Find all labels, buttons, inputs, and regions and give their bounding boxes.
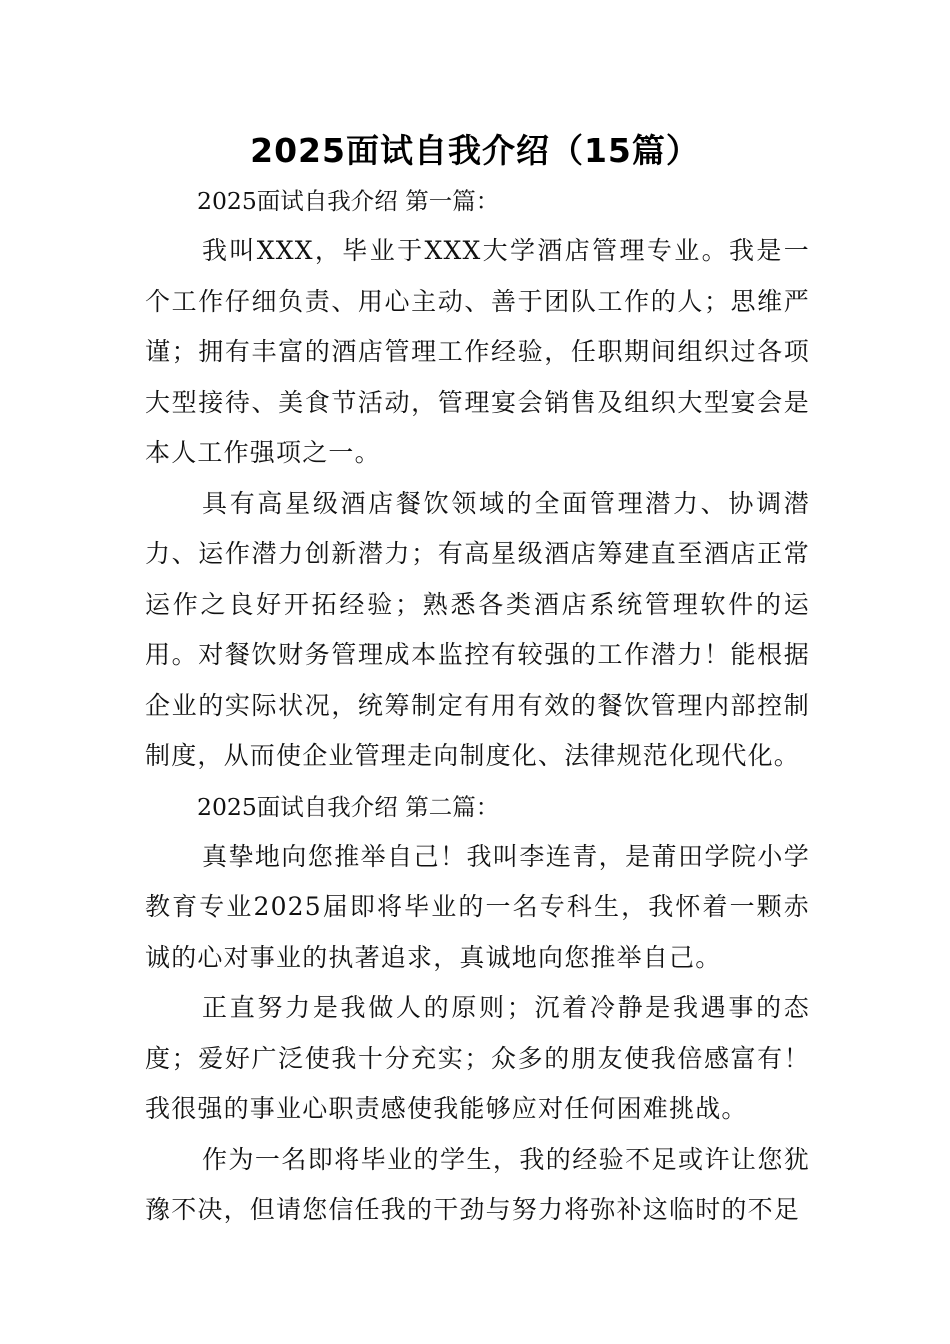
section-2 — [145, 782, 810, 1236]
paragraph: 正直努力是我做人的原则；沉着冷静是我遇事的态度；爱好广泛使我十分充实；众多的朋友使我倍感富有！我很强的事业心职责感使我能够应对任何困难挑战。 — [145, 993, 810, 1123]
section-heading: 2025面试自我介绍 第一篇： — [197, 187, 500, 215]
paragraph: 我叫XXX，毕业于XXX大学酒店管理专业。我是一个工作仔细负责、用心主动、善于团队工作的人；思维严谨；拥有丰富的酒店管理工作经验，任职期间组织过各项大型接待、美食节活动，管理宴会销售及组织大型宴会是本人工作强项之一。 — [145, 236, 810, 467]
document-body — [145, 176, 810, 1236]
paragraph: 具有高星级酒店餐饮领域的全面管理潜力、协调潜力、运作潜力创新潜力；有高星级酒店筹建直至酒店正常运作之良好开拓经验；熟悉各类酒店系统管理软件的运用。对餐饮财务管理成本监控有较强的工作潜力！能根据企业的实际状况，统筹制定有用有效的餐饮管理内部控制制度，从而使企业管理走向制度化、法律规范化现代化。 — [145, 488, 810, 770]
paragraph: 真挚地向您推举自己！我叫李连青，是莆田学院小学教育专业2025届即将毕业的一名专科生，我怀着一颗赤诚的心对事业的执著追求，真诚地向您推举自己。 — [145, 841, 810, 972]
section-1 — [145, 176, 810, 782]
paragraph: 作为一名即将毕业的学生，我的经验不足或许让您犹豫不决，但请您信任我的干劲与努力将弥补这临时的不足 — [145, 1144, 810, 1224]
document-title: 2025面试自我介绍（15篇） — [250, 131, 700, 170]
section-heading: 2025面试自我介绍 第二篇： — [197, 792, 500, 821]
